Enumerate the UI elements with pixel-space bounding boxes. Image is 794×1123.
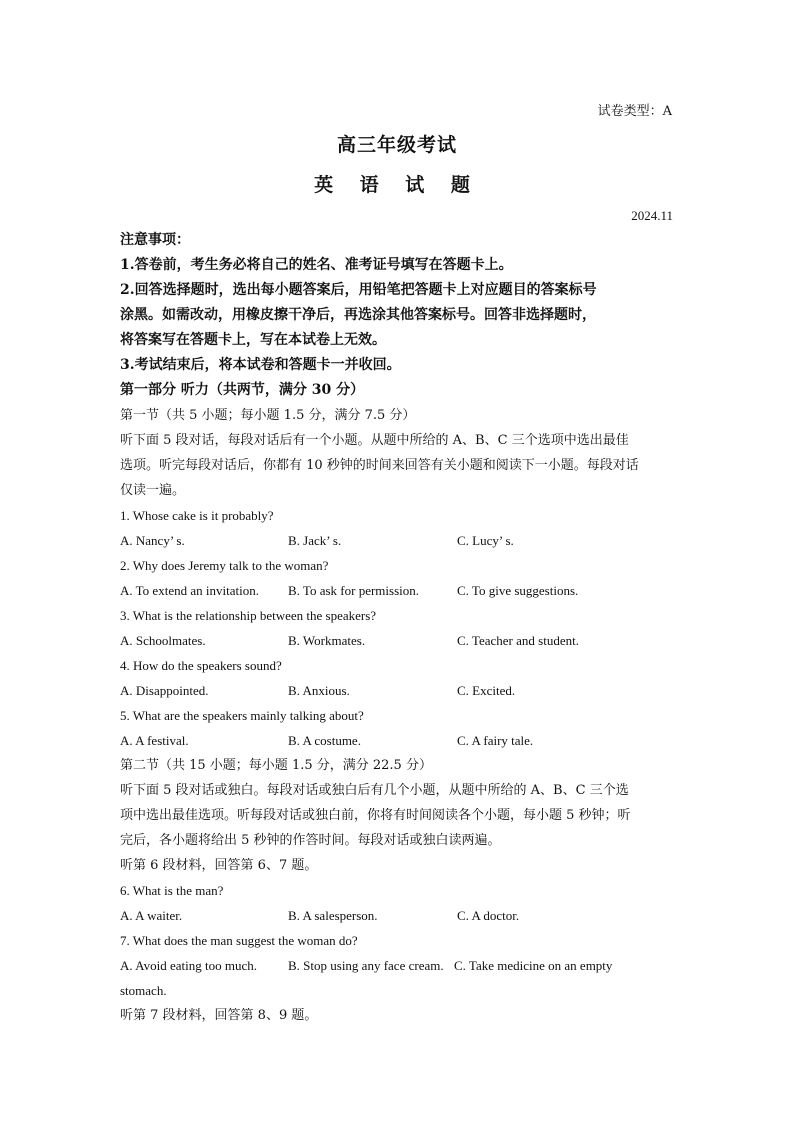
- option-c: C. To give suggestions.: [457, 583, 579, 598]
- question-stem: 2. Why does Jeremy talk to the woman?: [120, 558, 329, 573]
- option-c: C. A fairy tale.: [457, 733, 534, 748]
- notice-line: 2.回答选择题时，选出每小题答案后，用铅笔把答题卡上对应题目的答案标号: [120, 282, 597, 298]
- exam-date: 2024.11: [631, 208, 673, 223]
- paper-type: 试卷类型：A: [597, 104, 672, 119]
- notice-line: 将答案写在答题卡上，写在本试卷上无效。: [120, 332, 386, 348]
- option-b: B. Anxious.: [288, 683, 350, 698]
- material-7-heading: 听第 7 段材料，回答第 8、9 题。: [120, 1008, 318, 1023]
- option-a: A. To extend an invitation.: [120, 583, 259, 598]
- option-c: C. Teacher and student.: [457, 633, 579, 648]
- question-stem: 5. What are the speakers mainly talking about?: [120, 708, 364, 723]
- material-6-heading: 听第 6 段材料，回答第 6、7 题。: [120, 858, 318, 873]
- section2-heading: 第二节（共 15 小题；每小题 1.5 分，满分 22.5 分）: [120, 758, 432, 773]
- section1-instructions: 听下面 5 段对话，每段对话后有一个小题。从题中所给的 A、B、C 三个选项中选出最佳: [120, 433, 629, 448]
- option-a: A. Schoolmates.: [120, 633, 206, 648]
- option-b: B. To ask for permission.: [288, 583, 420, 598]
- question-stem: 6. What is the man?: [120, 883, 224, 898]
- question-stem: 1. Whose cake is it probably?: [120, 508, 274, 523]
- question-stem: 3. What is the relationship between the speakers?: [120, 608, 377, 623]
- exam-title: 高三年级考试: [336, 134, 457, 156]
- option-c: C. A doctor.: [457, 908, 520, 923]
- question-options: [120, 628, 676, 653]
- question-options: [120, 678, 676, 703]
- option-b: B. Workmates.: [288, 633, 366, 648]
- section1-heading: 第一节（共 5 小题；每小题 1.5 分，满分 7.5 分）: [120, 408, 416, 423]
- notice-line: 1.答卷前，考生务必将自己的姓名、准考证号填写在答题卡上。: [120, 257, 513, 273]
- option-c-continuation: stomach.: [120, 983, 167, 998]
- notice-line: 3.考试结束后，将本试卷和答题卡一并收回。: [120, 357, 401, 373]
- question-options: [120, 953, 676, 978]
- exam-content: [120, 228, 676, 1028]
- notice-line: 涂黑。如需改动，用橡皮擦干净后，再选涂其他答案标号。回答非选择题时，: [120, 307, 596, 323]
- option-c: C. Take medicine on an empty: [454, 958, 613, 973]
- option-b: B. A costume.: [288, 733, 361, 748]
- question-options: [120, 903, 676, 928]
- section1-instructions: 仅读一遍。: [120, 483, 186, 498]
- section2-instructions: 听下面 5 段对话或独白。每段对话或独白后有几个小题，从题中所给的 A、B、C 三个选: [120, 783, 629, 798]
- part1-heading: 第一部分 听力（共两节，满分 30 分）: [120, 382, 365, 398]
- section2-instructions: 项中选出最佳选项。听每段对话或独白前，你将有时间阅读各个小题，每小题 5 秒钟；听: [120, 808, 631, 823]
- subject-title: 英 语 试 题: [314, 174, 480, 196]
- section1-instructions: 选项。听完每段对话后，你都有 10 秒钟的时间来回答有关小题和阅读下一小题。每段对话: [120, 458, 639, 473]
- question-options: [120, 728, 676, 753]
- question-options: [120, 528, 676, 553]
- option-a: A. Avoid eating too much.: [120, 958, 257, 973]
- option-b: B. A salesperson.: [288, 908, 378, 923]
- option-b: B. Stop using any face cream.: [288, 958, 444, 973]
- question-stem: 4. How do the speakers sound?: [120, 658, 282, 673]
- question-options: [120, 578, 676, 603]
- option-c: C. Lucy’ s.: [457, 533, 514, 548]
- option-a: A. A waiter.: [120, 908, 183, 923]
- option-a: A. A festival.: [120, 733, 189, 748]
- question-stem: 7. What does the man suggest the woman do?: [120, 933, 358, 948]
- notice-title: 注意事项：: [120, 232, 190, 248]
- option-b: B. Jack’ s.: [288, 533, 342, 548]
- option-a: A. Nancy’ s.: [120, 533, 185, 548]
- option-c: C. Excited.: [457, 683, 516, 698]
- option-a: A. Disappointed.: [120, 683, 209, 698]
- section2-instructions: 完后，各小题将给出 5 秒钟的作答时间。每段对话或独白读两遍。: [120, 833, 501, 848]
